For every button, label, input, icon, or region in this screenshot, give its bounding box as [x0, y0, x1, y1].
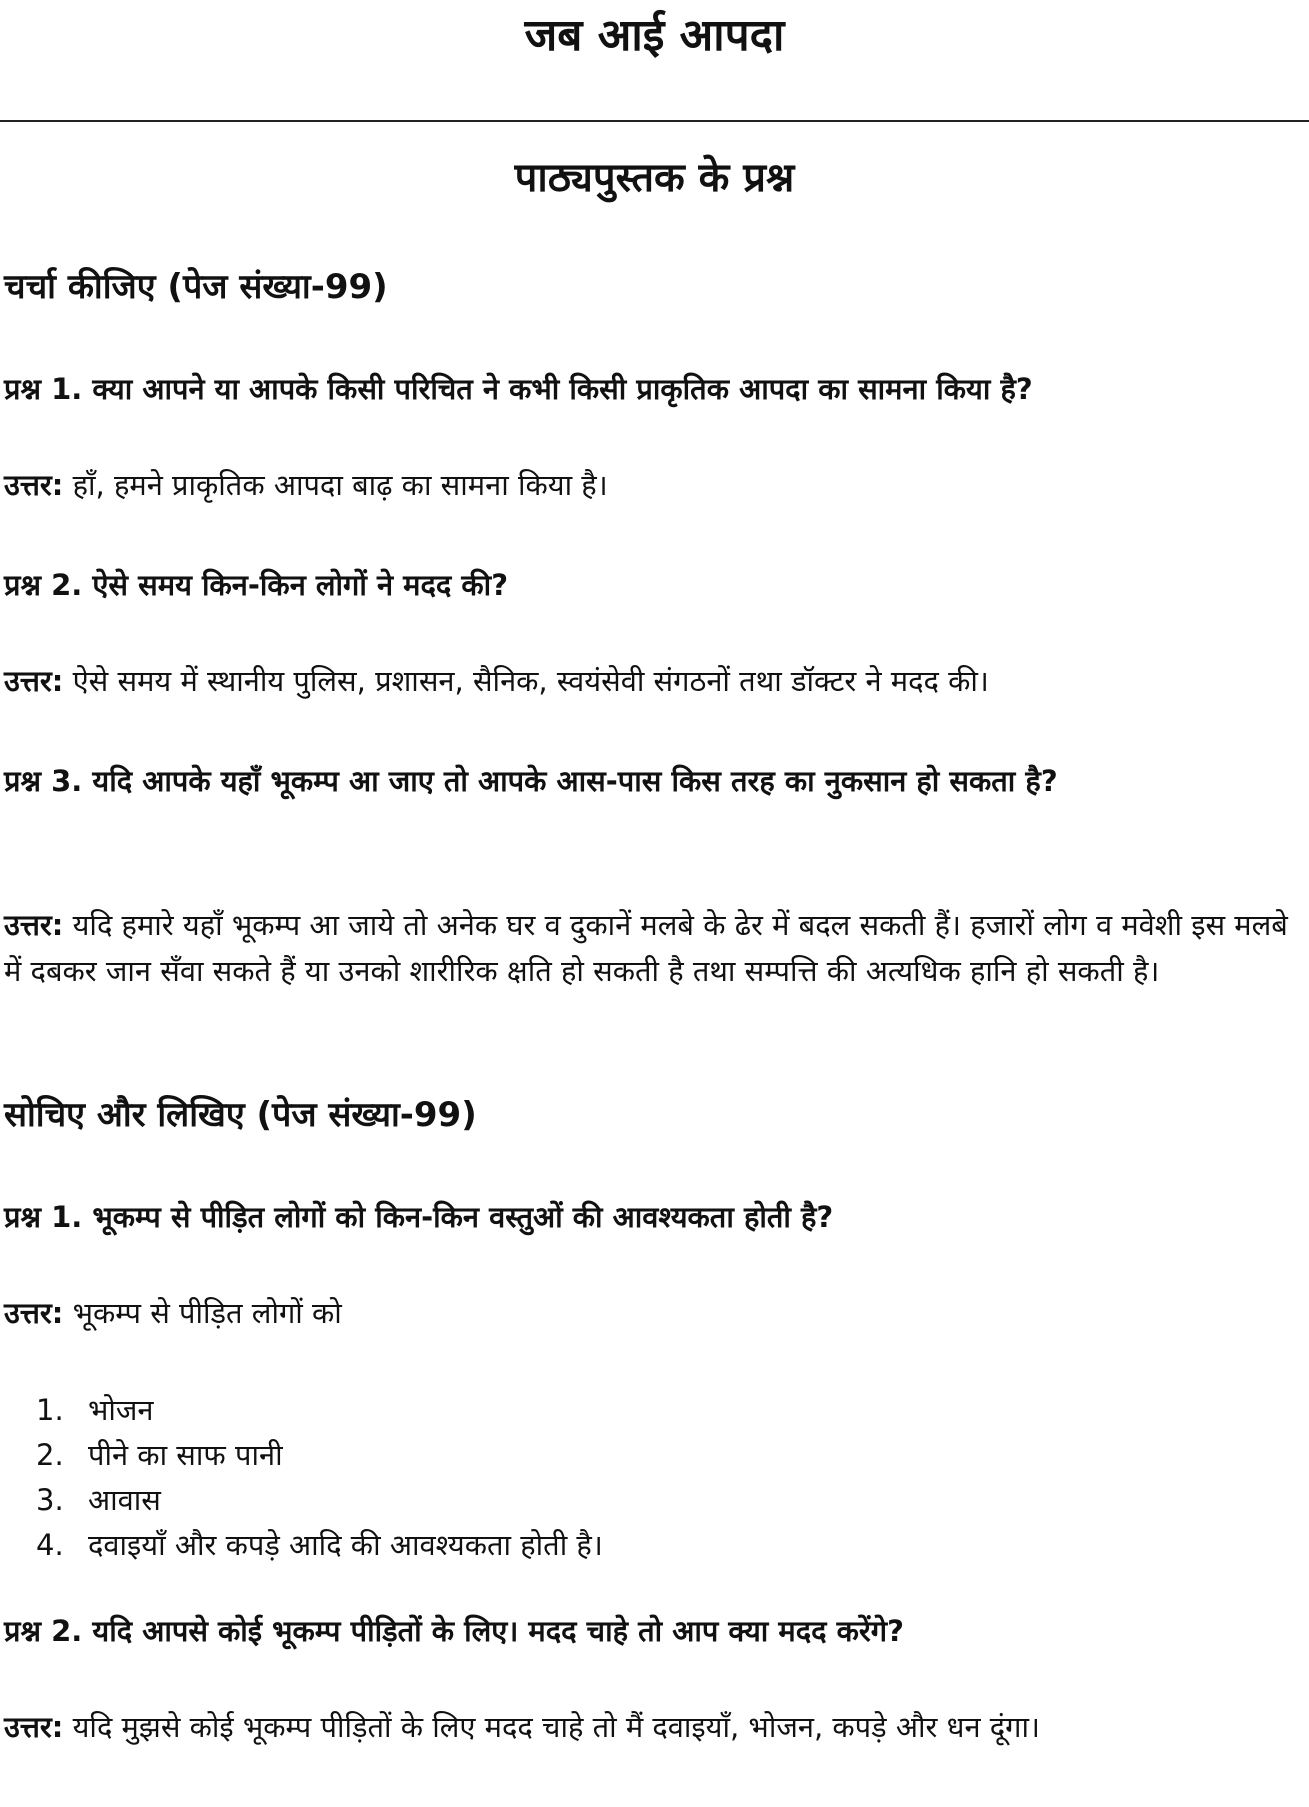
needs-list — [4, 1388, 1204, 1568]
answer-text: ऐसे समय में स्थानीय पुलिस, प्रशासन, सैनिक, स्वयंसेवी संगठनों तथा डॉक्टर ने मदद की। — [63, 664, 989, 698]
list-item-text: आवास — [88, 1483, 161, 1517]
section-heading-think-write: सोचिए और लिखिए (पेज संख्या-99) — [4, 1095, 477, 1135]
list-item-text: भोजन — [88, 1393, 154, 1427]
answer-label: उत्तर: — [4, 1710, 64, 1744]
answer-text: हाँ, हमने प्राकृतिक आपदा बाढ़ का सामना किया है। — [63, 468, 608, 502]
question-3: प्रश्न 3. यदि आपके यहाँ भूकम्प आ जाए तो आपके आस-पास किस तरह का नुकसान हो सकता है? — [4, 764, 1058, 798]
list-item — [4, 1523, 1204, 1568]
list-item-number: 3. — [36, 1483, 64, 1517]
answer-text: यदि मुझसे कोई भूकम्प पीड़ितों के लिए मदद चाहे तो मैं दवाइयाँ, भोजन, कपड़े और धन दूंगा। — [63, 1710, 1040, 1744]
answer-3 — [4, 902, 1294, 994]
answer-label: उत्तर: — [4, 468, 64, 502]
page-title: जब आई आपदा — [524, 10, 785, 61]
answer-label: उत्तर: — [4, 1296, 64, 1330]
answer-text: यदि हमारे यहाँ भूकम्प आ जाये तो अनेक घर व दुकानें मलबे के ढेर में बदल सकती हैं। हजारों लोग व मवेशी इस मलबे में दबकर जान सँवा सकते हैं या उनको शारीरिक क्षति हो सकती है तथा सम्पत्ति की अत्यधिक हानि हो सकती है। — [4, 908, 1288, 988]
list-item — [4, 1388, 1204, 1433]
list-item-number: 2. — [36, 1438, 64, 1472]
answer-label: उत्तर: — [4, 664, 64, 698]
answer-5 — [4, 1704, 1294, 1750]
title-divider — [0, 120, 1309, 122]
question-1: प्रश्न 1. क्या आपने या आपके किसी परिचित ने कभी किसी प्राकृतिक आपदा का सामना किया है? — [4, 372, 1033, 406]
answer-2 — [4, 658, 1294, 704]
list-item-number: 4. — [36, 1528, 64, 1562]
answer-text: भूकम्प से पीड़ित लोगों को — [63, 1296, 342, 1330]
list-item-text: पीने का साफ पानी — [88, 1438, 283, 1472]
question-5: प्रश्न 2. यदि आपसे कोई भूकम्प पीड़ितों के लिए। मदद चाहे तो आप क्या मदद करेंगे? — [4, 1614, 904, 1648]
answer-1 — [4, 462, 1294, 508]
question-2: प्रश्न 2. ऐसे समय किन-किन लोगों ने मदद की? — [4, 568, 509, 602]
page-subtitle: पाठ्यपुस्तक के प्रश्न — [514, 155, 795, 201]
answer-label: उत्तर: — [4, 908, 64, 942]
list-item — [4, 1478, 1204, 1523]
answer-4 — [4, 1290, 1294, 1336]
list-item-number: 1. — [36, 1393, 64, 1427]
list-item-text: दवाइयाँ और कपड़े आदि की आवश्यकता होती है। — [88, 1528, 603, 1562]
list-item — [4, 1433, 1204, 1478]
section-heading-discuss: चर्चा कीजिए (पेज संख्या-99) — [4, 267, 388, 307]
question-4: प्रश्न 1. भूकम्प से पीड़ित लोगों को किन-किन वस्तुओं की आवश्यकता होती है? — [4, 1200, 834, 1234]
